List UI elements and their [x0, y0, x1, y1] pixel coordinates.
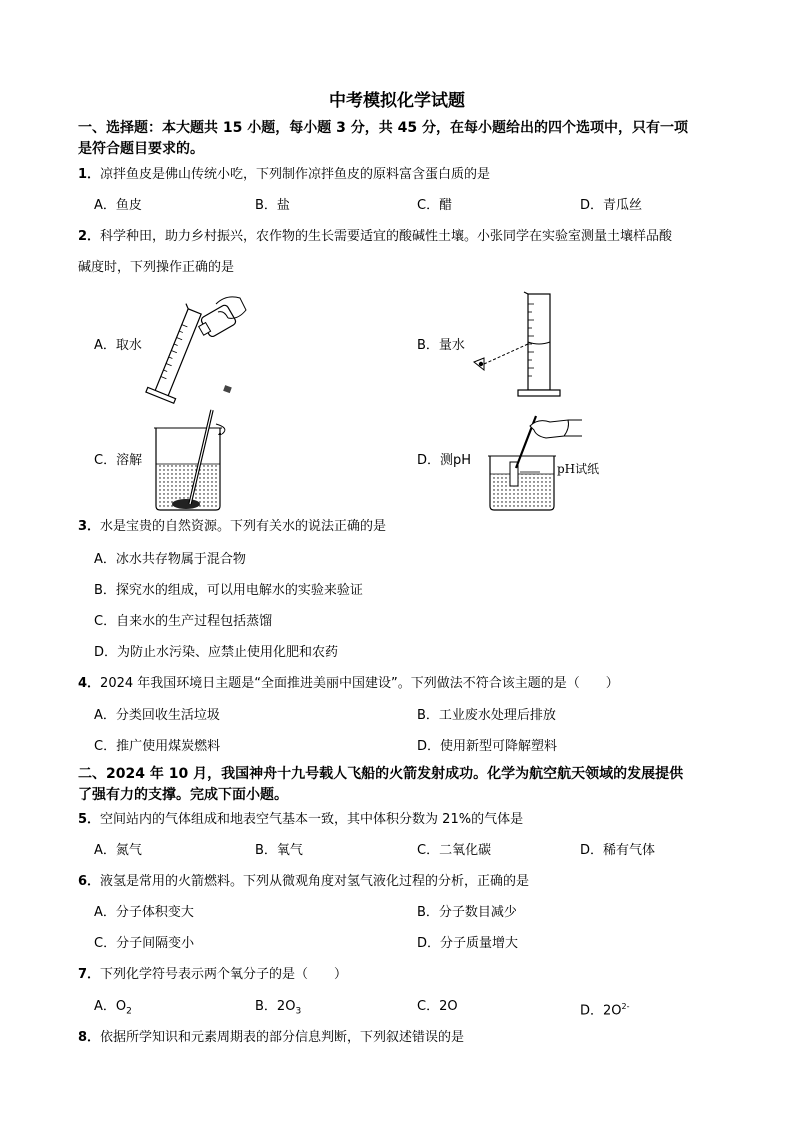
q3-option-c[interactable]: C．自来水的生产过程包括蒸馏 [94, 614, 273, 629]
q5-option-c[interactable]: C．二氧化碳 [417, 843, 492, 858]
section2-heading-line1: 二、2024 年 10 月，我国神舟十九号载人飞船的火箭发射成功。化学为航空航天领域的发展提供 [78, 766, 684, 782]
q2-option-d[interactable]: D．测pH [417, 453, 472, 468]
q5-option-d[interactable]: D．稀有气体 [580, 843, 656, 858]
question-number: 7． [78, 967, 101, 982]
option-formula: C．2O [417, 999, 458, 1014]
q6-option-b[interactable]: B．分子数目减少 [417, 905, 517, 920]
q2-option-a[interactable]: A．取水 [94, 338, 142, 353]
question-7 [78, 966, 347, 984]
q1-option-b[interactable]: B．盐 [255, 198, 290, 213]
formula-superscript: 2- [621, 1002, 630, 1011]
q6-option-c[interactable]: C．分子间隔变小 [94, 936, 195, 951]
option-formula: D．2O [580, 1003, 622, 1019]
q1-option-c[interactable]: C．醋 [417, 198, 453, 213]
question-number: 6． [78, 874, 101, 889]
question-text: 下列化学符号表示两个氧分子的是（ ） [100, 967, 348, 982]
question-text: 2024 年我国环境日主题是“全面推进美丽中国建设”。下列做法不符合该主题的是（ ） [100, 676, 619, 691]
question-number: 2． [78, 229, 101, 244]
question-3 [78, 518, 386, 536]
q7-option-c[interactable] [417, 998, 458, 1016]
question-number: 1． [78, 167, 101, 182]
question-4 [78, 675, 619, 693]
q1-option-a[interactable]: A．鱼皮 [94, 198, 142, 213]
question-text: 水是宝贵的自然资源。下列有关水的说法正确的是 [100, 519, 387, 534]
q1-option-d[interactable]: D．青瓜丝 [580, 198, 643, 213]
question-number: 3． [78, 519, 101, 534]
question-number: 5． [78, 812, 101, 827]
q7-option-b[interactable] [255, 998, 301, 1021]
option-formula: A．O [94, 999, 127, 1014]
section1-heading-line1: 一、选择题：本大题共 15 小题，每小题 3 分，共 45 分，在每小题给出的四个选项中，只有一项 [78, 120, 688, 136]
question-2-line2: 碱度时，下列操作正确的是 [78, 260, 235, 275]
section1-heading-line2: 是符合题目要求的。 [78, 141, 204, 157]
q3-option-a[interactable]: A．冰水共存物属于混合物 [94, 552, 246, 567]
q4-option-c[interactable]: C．推广使用煤炭燃料 [94, 739, 221, 754]
question-text: 凉拌鱼皮是佛山传统小吃，下列制作凉拌鱼皮的原料富含蛋白质的是 [100, 167, 491, 182]
formula-subscript: 2 [126, 1006, 132, 1017]
question-8 [78, 1029, 464, 1047]
ph-test-figure [484, 412, 624, 512]
question-text: 依据所学知识和元素周期表的部分信息判断，下列叙述错误的是 [100, 1030, 465, 1045]
question-text: 液氢是常用的火箭燃料。下列从微观角度对氢气液化过程的分析，正确的是 [100, 874, 530, 889]
option-formula: B．2O [255, 999, 296, 1014]
q5-option-b[interactable]: B．氧气 [255, 843, 303, 858]
question-2 [78, 228, 672, 246]
question-number: 8． [78, 1030, 101, 1045]
question-number: 4． [78, 676, 101, 691]
q7-option-d[interactable] [580, 998, 630, 1020]
q6-option-a[interactable]: A．分子体积变大 [94, 905, 194, 920]
q4-option-d[interactable]: D．使用新型可降解塑料 [417, 739, 558, 754]
reading-cylinder-figure [470, 292, 570, 400]
q3-option-b[interactable]: B．探究水的组成，可以用电解水的实验来验证 [94, 583, 363, 598]
ph-paper-label: pH试纸 [557, 462, 600, 476]
page-title: 中考模拟化学试题 [329, 91, 465, 111]
q4-option-b[interactable]: B．工业废水处理后排放 [417, 708, 556, 723]
dissolving-beaker-figure [150, 408, 240, 514]
q4-option-a[interactable]: A．分类回收生活垃圾 [94, 708, 220, 723]
formula-subscript: 3 [295, 1006, 302, 1017]
q6-option-d[interactable]: D．分子质量增大 [417, 936, 519, 951]
q3-option-d[interactable]: D．为防止水污染、应禁止使用化肥和农药 [94, 645, 339, 660]
q2-option-b[interactable]: B．量水 [417, 338, 465, 353]
question-1 [78, 166, 490, 184]
question-text: 空间站内的气体组成和地表空气基本一致，其中体积分数为 21%的气体是 [100, 812, 524, 827]
q5-option-a[interactable]: A．氮气 [94, 843, 142, 858]
section2-heading-line2: 了强有力的支撑。完成下面小题。 [78, 787, 288, 803]
q2-option-c[interactable]: C．溶解 [94, 453, 143, 468]
pouring-cylinder-figure [148, 290, 248, 402]
q7-option-a[interactable] [94, 998, 132, 1021]
question-5 [78, 811, 523, 829]
question-text-line1: 科学种田，助力乡村振兴，农作物的生长需要适宜的酸碱性土壤。小张同学在实验室测量土壤样品酸 [100, 229, 673, 244]
question-6 [78, 873, 529, 891]
